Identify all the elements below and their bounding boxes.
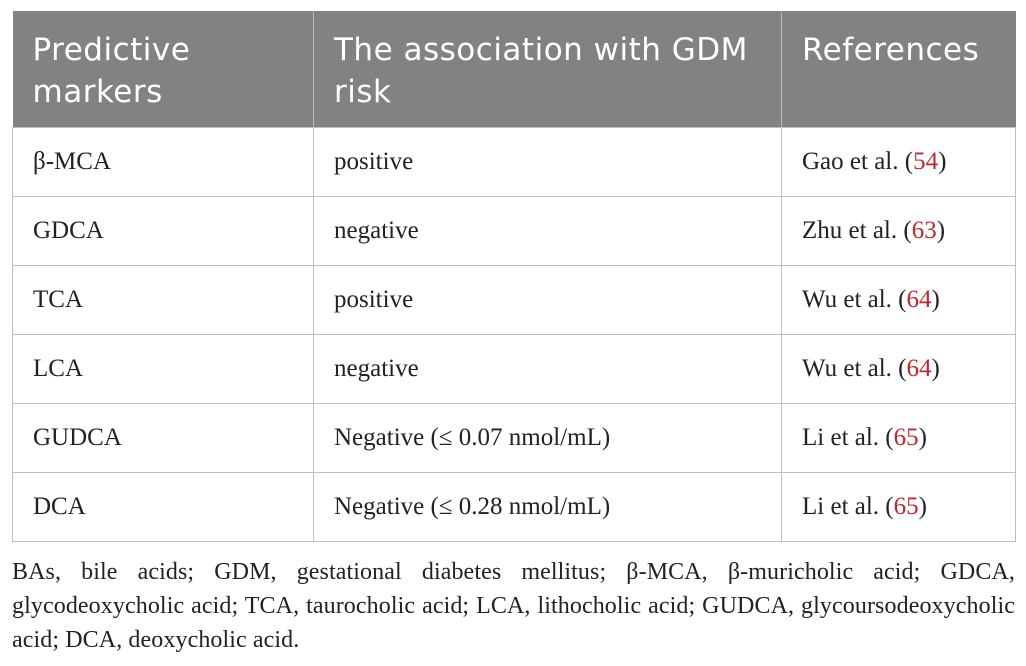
reference-close: ) [931, 286, 940, 313]
cell-reference [782, 266, 1016, 335]
reference-author: Wu et al. ( [802, 355, 907, 382]
cell-reference [782, 473, 1016, 542]
reference-citation-link[interactable]: 65 [893, 493, 919, 520]
cell-reference [782, 197, 1016, 266]
reference-citation-link[interactable]: 64 [906, 286, 932, 313]
cell-marker: TCA [13, 266, 314, 335]
cell-association: Negative (≤ 0.07 nmol/mL) [314, 404, 782, 473]
markers-table [12, 11, 1016, 542]
table-row [13, 473, 1016, 542]
cell-marker: GUDCA [13, 404, 314, 473]
reference-author: Gao et al. ( [802, 148, 914, 175]
reference-close: ) [938, 148, 947, 175]
header-row [13, 11, 1016, 128]
reference-author: Li et al. ( [802, 493, 894, 520]
reference-citation-link[interactable]: 65 [893, 424, 919, 451]
cell-marker: GDCA [13, 197, 314, 266]
table-row [13, 335, 1016, 404]
reference-close: ) [931, 355, 940, 382]
cell-association: Negative (≤ 0.28 nmol/mL) [314, 473, 782, 542]
cell-reference [782, 335, 1016, 404]
reference-citation-link[interactable]: 54 [913, 148, 939, 175]
reference-author: Li et al. ( [802, 424, 894, 451]
table-row [13, 404, 1016, 473]
cell-reference [782, 404, 1016, 473]
cell-association: positive [314, 266, 782, 335]
cell-marker: β-MCA [13, 128, 314, 197]
cell-reference [782, 128, 1016, 197]
reference-close: ) [918, 424, 927, 451]
table-row [13, 128, 1016, 197]
table-footnote: BAs, bile acids; GDM, gestational diabetes mellitus; β-MCA, β-muricholic acid; GDCA, glycodeoxycholic acid; TCA, taurocholic acid; LCA, lithocholic acid; GUDCA, glycoursodeoxycholic acid; DCA, deoxycholic acid. [12, 559, 1015, 653]
table-row [13, 197, 1016, 266]
cell-association: negative [314, 197, 782, 266]
header-predictive-markers: Predictive markers [13, 11, 314, 128]
reference-close: ) [918, 493, 927, 520]
reference-close: ) [936, 217, 946, 244]
header-association: The association with GDM risk [314, 11, 782, 128]
header-references: References [782, 11, 1016, 128]
table-header [13, 11, 1016, 128]
reference-author: Wu et al. ( [802, 286, 907, 313]
reference-citation-link[interactable]: 64 [906, 355, 932, 382]
cell-marker: LCA [13, 335, 314, 404]
cell-marker: DCA [13, 473, 314, 542]
table-row [13, 266, 1016, 335]
table-container [12, 11, 1015, 542]
reference-author: Zhu et al. ( [802, 217, 912, 244]
reference-citation-link[interactable]: 63 [911, 217, 937, 244]
cell-association: positive [314, 128, 782, 197]
cell-association: negative [314, 335, 782, 404]
table-body [13, 128, 1016, 542]
